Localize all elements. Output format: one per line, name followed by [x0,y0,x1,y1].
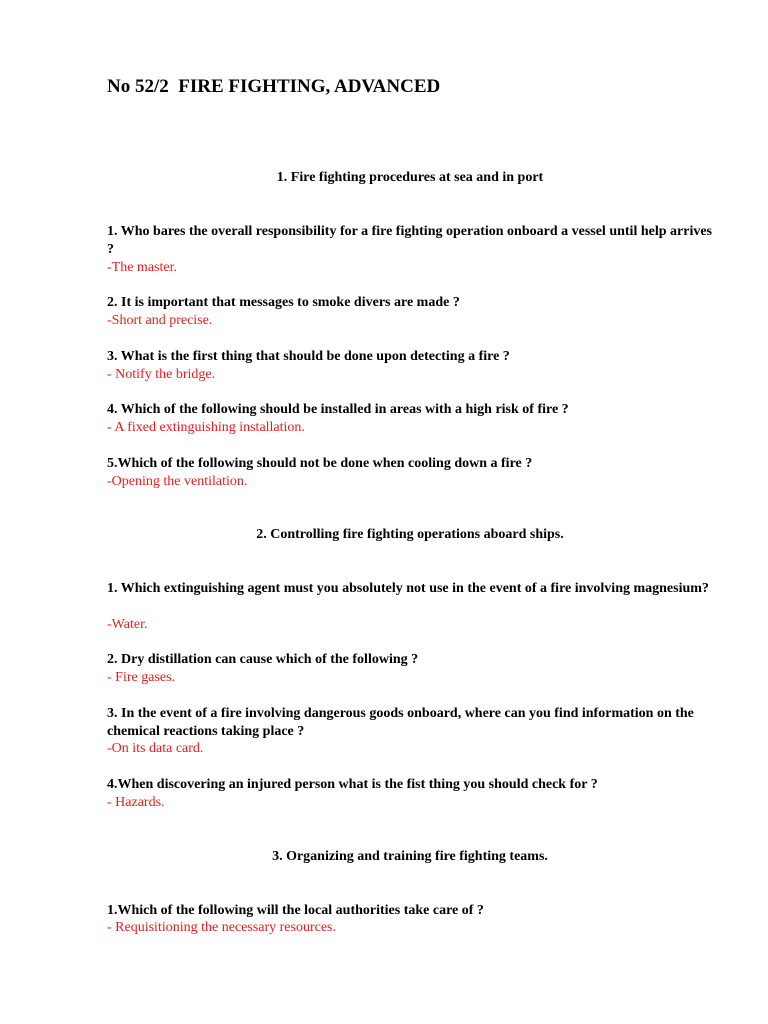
question-text: 1. Which extinguishing agent must you absolutely not use in the event of a fire involving magnesium? [107,581,709,596]
question-text: 3. In the event of a fire involving dangerous goods onboard, where can you find information on the chemical reactions taking place ? [107,706,694,739]
question-text: 2. It is important that messages to smoke divers are made ? [107,295,460,310]
question-text: 4. Which of the following should be installed in areas with a high risk of fire ? [107,402,569,417]
question-text: 5.Which of the following should not be done when cooling down a fire ? [107,456,533,471]
answer-text: - Requisitioning the necessary resources. [107,920,336,935]
section-heading: 1. Fire fighting procedures at sea and in port [276,170,544,185]
section-heading: 3. Organizing and training fire fighting teams. [272,849,548,864]
answer-text: -Opening the ventilation. [107,474,248,489]
answer-text: - Fire gases. [107,670,176,685]
answer-text: -Short and precise. [107,313,213,328]
answer-text: - A fixed extinguishing installation. [107,420,305,435]
question-text: 3. What is the first thing that should be done upon detecting a fire ? [107,349,510,364]
answer-text: -Water. [107,617,148,632]
question-text: 4.When discovering an injured person what is the fist thing you should check for ? [107,777,598,792]
question-text: 2. Dry distillation can cause which of the following ? [107,652,419,667]
answer-text: - Notify the bridge. [107,367,216,382]
answer-text: -The master. [107,260,177,275]
answer-text: - Hazards. [107,795,165,810]
question-text: 1. Who bares the overall responsibility for a fire fighting operation onboard a vessel until help arrives ? [107,224,712,257]
answer-text: -On its data card. [107,741,204,756]
document-title: No 52/2 FIRE FIGHTING, ADVANCED [107,76,441,97]
section-heading: 2. Controlling fire fighting operations aboard ships. [256,527,564,542]
question-text: 1.Which of the following will the local authorities take care of ? [107,903,484,918]
